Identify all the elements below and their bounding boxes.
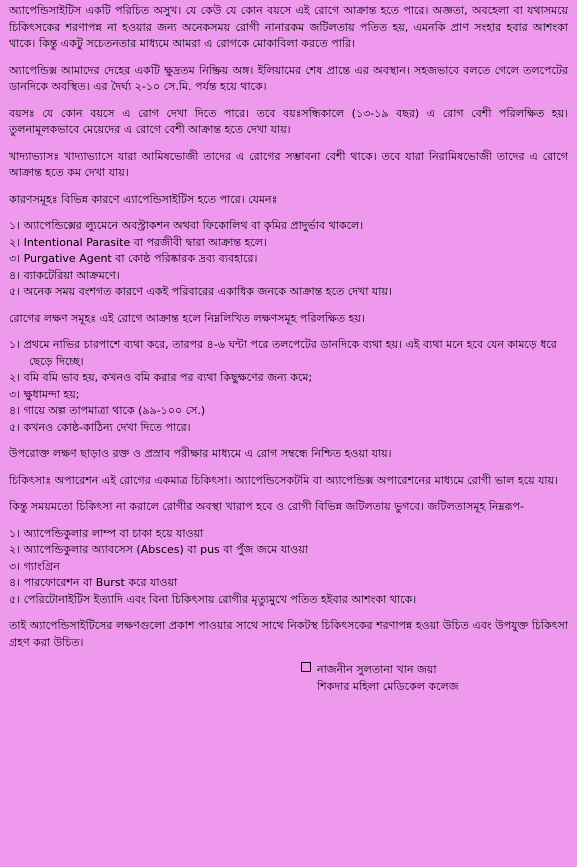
author-name: নাজনীন সুলতানা খান জয়া xyxy=(317,663,437,676)
list-item: ১। প্রথমে নাভির চারপাশে ব্যথা করে, তারপর ৪-৬ ঘন্টা পরে তলপেটের ডানদিকে ব্যথা হয়। এই ব্যথা মনে হবে যেন কামড়ে ধরে ছেড়ে দিচ্ছে। xyxy=(9,338,557,368)
author-institution: শিকদার মহিলা মেডিকেল কলেজ xyxy=(317,680,459,693)
list-item: ৩। গ্যাংগ্রিন xyxy=(9,559,60,573)
list-item: ৫। কখনও কোষ্ঠ-কাঠিন্য দেখা দিতে পারে। xyxy=(9,420,191,434)
symptoms-list xyxy=(9,337,568,436)
list-item: ৩। Purgative Agent বা কোষ্ঠ পরিষ্কারক দ্রব্য ব্যবহারে। xyxy=(9,252,258,265)
author-signature xyxy=(9,661,568,695)
complications-heading: কিন্তু সময়মতো চিকিৎসা না করালে রোগীর অবস্থা খারাপ হবে ও রোগী বিভিন্ন জটিলতায় ভুগবে। জটিলতাসমূহ নিম্নরূপ- xyxy=(9,500,524,513)
intro-paragraph: অ্যাপেন্ডিসাইটিস একটি পরিচিত অসুখ। যে কেউ যে কোন বয়সে এই রোগে আক্রান্ত হতে পারে। অজ্ঞতা, অবহেলা বা যথাসময়ে চিকিৎসকের শরণাপন্ন না হওয়ার জন্য অনেকসময় রোগী নানারকম জটিলতায় পতিত হয়, এমনকি প্রাণ সংহার হবার আশংকা থাকে। কিন্তু একটু সচেতনতার মাধ্যমে আমরা এ রোগকে মোকাবিলা করতে পারি। xyxy=(9,4,568,50)
causes-heading: কারণসমূহঃ বিভিন্ন কারণে এ্যাপেন্ডিসাইটিস হতে পারে। যেমনঃ xyxy=(9,192,278,206)
complications-list xyxy=(9,526,568,609)
conclusion-paragraph: তাই অ্যাপেন্ডিসাইটিসের লক্ষণগুলো প্রকাশ পাওয়ার সাথে সাথে নিকটস্থ চিকিৎসকের শরণাপন্ন হওয়া উচিত এবং উপযুক্ত চিকিৎসা গ্রহণ করা উচিত। xyxy=(9,619,568,649)
treatment-paragraph: চিকিৎসাঃ অপারেশন এই রোগের একমাত্র চিকিৎসা। অ্যাপেন্ডিসেকটমি বা অ্যাপেন্ডিক্স অপারেশনের মাধ্যমে রোগী ভাল হয়ে যায়। xyxy=(9,473,559,487)
tests-paragraph: উপরোক্ত লক্ষণ ছাড়াও রক্ত ও প্রস্রাব পরীক্ষার মাধ্যমে এ রোগ সম্বন্ধে নিশ্চিত হওয়া যায়। xyxy=(9,447,392,460)
age-paragraph: বয়সঃ যে কোন বয়সে এ রোগ দেখা দিতে পারে। তবে বয়ঃসন্ধিকালে (১৩-১৯ বছর) এ রোগ বেশী পরিলক্ষিত হয়। তুলনামূলকভাবে মেয়েদের এ রোগে বেশী আক্রান্ত হতে দেখা যায়। xyxy=(9,106,568,136)
list-item: ২। অ্যাপেন্ডিকুলার অ্যাবসেস (Absces) বা pus বা পুঁজ জমে যাওয়া xyxy=(9,543,309,556)
list-item: ৫। অনেক সময় বংশগত কারণে একই পরিবারের একাধিক জনকে আক্রান্ত হতে দেখা যায়। xyxy=(9,285,392,298)
list-item: ২। Intentional Parasite বা পরজীবী দ্বারা আক্রান্ত হলে। xyxy=(9,235,267,249)
causes-list xyxy=(9,218,568,301)
list-item: ১। অ্যাপেন্ডিক্সের ল্যুমেনে অবস্ট্রাকশন অথবা ফিকোলিথ বা কৃমির প্রাদুর্ভাব থাকলে। xyxy=(9,219,364,232)
symptoms-heading: রোগের লক্ষণ সমূহঃ এই রোগে আক্রান্ত হলে নিম্নলিখিত লক্ষণসমূহ পরিলক্ষিত হয়। xyxy=(9,311,365,325)
checkbox-bullet-icon xyxy=(301,662,311,672)
diet-paragraph: খাদ্যাভ্যাসঃ খাদ্যাভ্যাসে যারা আমিষভোজী তাদের এ রোগের সম্ভাবনা বেশী থাকে। তবে যারা নিরামিষভোজী তাদের এ রোগে আক্রান্ত হতে কম দেখা যায়। xyxy=(9,149,568,179)
list-item: ৩। ক্ষুধামন্দা হয়; xyxy=(9,387,80,401)
anatomy-paragraph: অ্যাপেন্ডিক্স আমাদের দেহের একটি ক্ষুদ্রতম নিষ্ক্রিয় অঙ্গ। ইলিয়ামের শেষ প্রান্তে এর অবস্থান। সহজভাবে বলতে গেলে তলপেটের ডানদিকে অবস্থিত। এর দৈর্ঘ্য ২-১০ সে.মি. পর্যন্ত হয়ে থাকে। xyxy=(9,63,568,93)
list-item: ৪। পারফোরেশন বা Burst করে যাওয়া xyxy=(9,576,178,589)
list-item: ১। অ্যাপেন্ডিকুলার লাম্প বা চাকা হয়ে যাওয়া xyxy=(9,526,204,540)
list-item: ২। বমি বমি ভাব হয়, কখনও বমি করার পর ব্যথা কিছুক্ষণের জন্য কমে; xyxy=(9,371,313,384)
list-item: ৫। পেরিটোনাইটিস ইত্যাদি এবং বিনা চিকিৎসায় রোগীর মৃত্যুমুখে পতিত হইবার আশংকা থাকে। xyxy=(9,592,417,606)
list-item: ৪। গায়ে অল্প তাপমাত্রা থাকে (৯৯-১০০ সে.) xyxy=(9,404,206,417)
list-item: ৪। ব্যাকটেরিয়া আক্রমণে। xyxy=(9,268,120,282)
